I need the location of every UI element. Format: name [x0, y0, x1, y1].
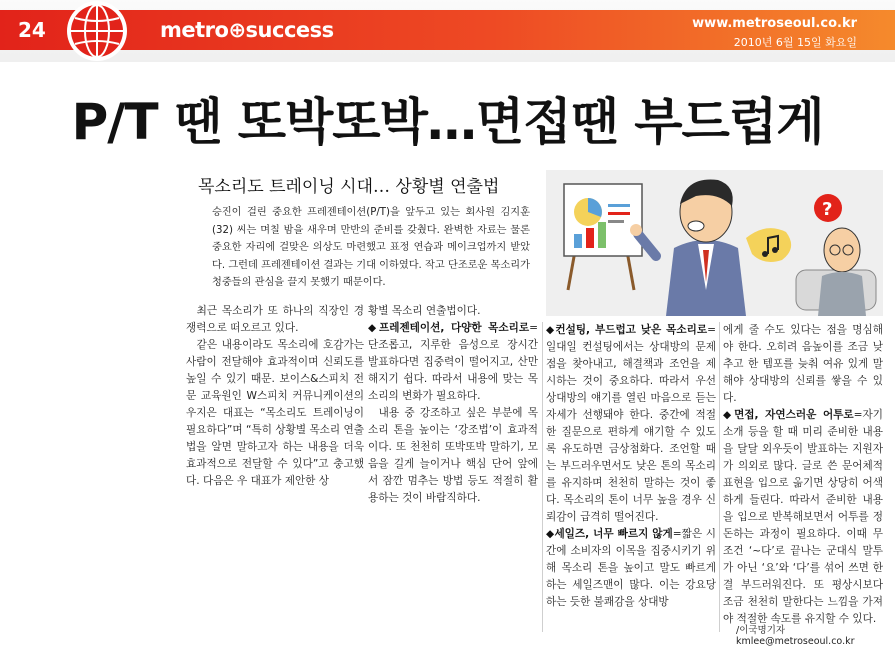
paragraph: 황별 목소리 연출법이다. — [368, 305, 481, 317]
section-body: =자기소개 등을 할 때 미리 준비한 내용을 달달 외우듯이 발표하는 지원자가 의외로 많다. 글로 쓴 문어체적 표현을 입으로 옮기면 상당히 어색하게 들린다. 따라서 준비한 내용을 입으로 반복해보면서 어투를 정돈하는 과정이 필요하다. 이때 무조건 ‘~다’로 끝나는 군대식 말투가 아닌 ‘요’와 ‘다’를 섞어 쓰면 한결 부드러워진다. 또 평상시보다 조금 천천히 말한다는 느낌을 가져야 적절한 속도를 유지할 수 있다. — [723, 409, 883, 625]
article-column-4 — [723, 322, 883, 628]
column-divider — [719, 322, 720, 632]
page-number: 24 — [18, 18, 46, 42]
paragraph: 에게 줄 수도 있다는 점을 명심해야 한다. 오히려 음높이를 조금 낮추고 한 템포를 늦춰 여유 있게 말해야 상대방의 신뢰를 쌓을 수 있다. — [723, 324, 883, 404]
section-body: =일대일 컨설팅에서는 상대방의 문제점을 찾아내고, 해결책과 조언을 제시하는 것이 중요하다. 따라서 우선 상대방의 얘기를 열린 마음으로 듣는 자세가 선행돼야 한다. 중간에 적절한 질문으로 편하게 얘기할 수 있도록 유도하면 금상첨화다. 조언할 때는 부드러우면서도 낮은 톤의 목소리를 유지하며 천천히 말하는 것이 좋다. 목소리의 톤이 너무 높을 경우 신뢰감이 급격히 떨어진다. — [546, 324, 716, 523]
lead-paragraph: 승진이 걸린 중요한 프레젠테이션(P/T)을 앞두고 있는 회사원 김지훈(32) 씨는 며칠 밤을 새우며 만반의 준비를 갖췄다. 완벽한 자료는 물론 중요한 자리에 걸맞은 의상도 마련했고 표정 연습과 메이크업까지 받았다. 그런데 프레젠테이션 결과는 기대 이하였다. 작고 단조로운 목소리가 청중들의 관심을 끌지 못했기 때문이다. — [212, 207, 530, 288]
column-divider — [542, 322, 543, 632]
section-body: =짧은 시간에 소비자의 이목을 집중시키기 위해 목소리 톤을 높이고 말도 빠르게 하는 세일즈맨이 많다. 이는 강요당하는 듯한 불쾌감을 상대방 — [546, 528, 716, 608]
question-mark-icon — [814, 194, 842, 222]
section-body: =단조롭고, 지루한 음성으로 장시간 발표하다면 집중력이 떨어지고, 산만해지기 쉽다. 따라서 내용에 맞는 목소리의 변화가 필요하다. — [368, 322, 538, 402]
subheadline: 목소리도 트레이닝 시대… 상황별 연출법 — [198, 177, 500, 197]
section-heading: ◆프레젠테이션, 다양한 목소리로 — [368, 322, 530, 334]
section-sales — [546, 526, 716, 611]
headline: P/T 땐 또박또박…면접땐 부드럽게 — [71, 93, 824, 151]
section-presentation — [368, 320, 538, 405]
article-column-1 — [186, 303, 364, 490]
section-interview — [723, 407, 883, 628]
byline: /이국명기자 kmlee@metroseoul.co.kr — [736, 625, 855, 647]
site-url: www.metroseoul.co.kr — [692, 16, 857, 31]
section-heading: ◆컨설팅, 부드럽고 낮은 목소리로 — [546, 324, 708, 336]
publication-date: 2010년 6월 15일 화요일 — [733, 36, 857, 49]
section-consulting — [546, 322, 716, 526]
paragraph: 최근 목소리가 또 하나의 직장인 경쟁력으로 떠오르고 있다. — [186, 305, 364, 334]
section-heading: ◆세일즈, 너무 빠르지 않게 — [546, 528, 673, 540]
paragraph: 같은 내용이라도 목소리에 호감가는 사람이 전달해야 효과적이며 신뢰도를 높일 수 있기 때문. 보이스&스피치 전문 교육원인 W스피치 커뮤니케이션의 우지은 대표는 “목소리도 트레이닝이 필요하다”며 “특히 상황별 목소리 연출법을 알면 말하고자 하는 내용을 더욱 효과적으로 전달할 수 있다”고 충고했다. 다음은 우 대표가 제안한 상 — [186, 339, 364, 487]
illustration — [546, 170, 883, 316]
article-column-3 — [546, 322, 716, 611]
cartoon-svg — [546, 170, 883, 316]
section-heading: ◆면접, 자연스러운 어투로 — [723, 409, 854, 421]
svg-text:?: ? — [822, 199, 833, 220]
article-column-2 — [368, 303, 538, 507]
brand-logo: metro⊕success — [160, 18, 334, 42]
globe-icon — [66, 0, 128, 62]
paragraph: 내용 중 강조하고 싶은 부분에 목소리 톤을 높이는 ‘강조법’이 효과적이다. 또 천천히 또박또박 말하기, 모음을 길게 늘이거나 핵심 단어 앞에서 잠깐 멈추는 방법 등도 적절히 활용하는 것이 바람직하다. — [368, 407, 538, 504]
page-header — [0, 0, 895, 62]
